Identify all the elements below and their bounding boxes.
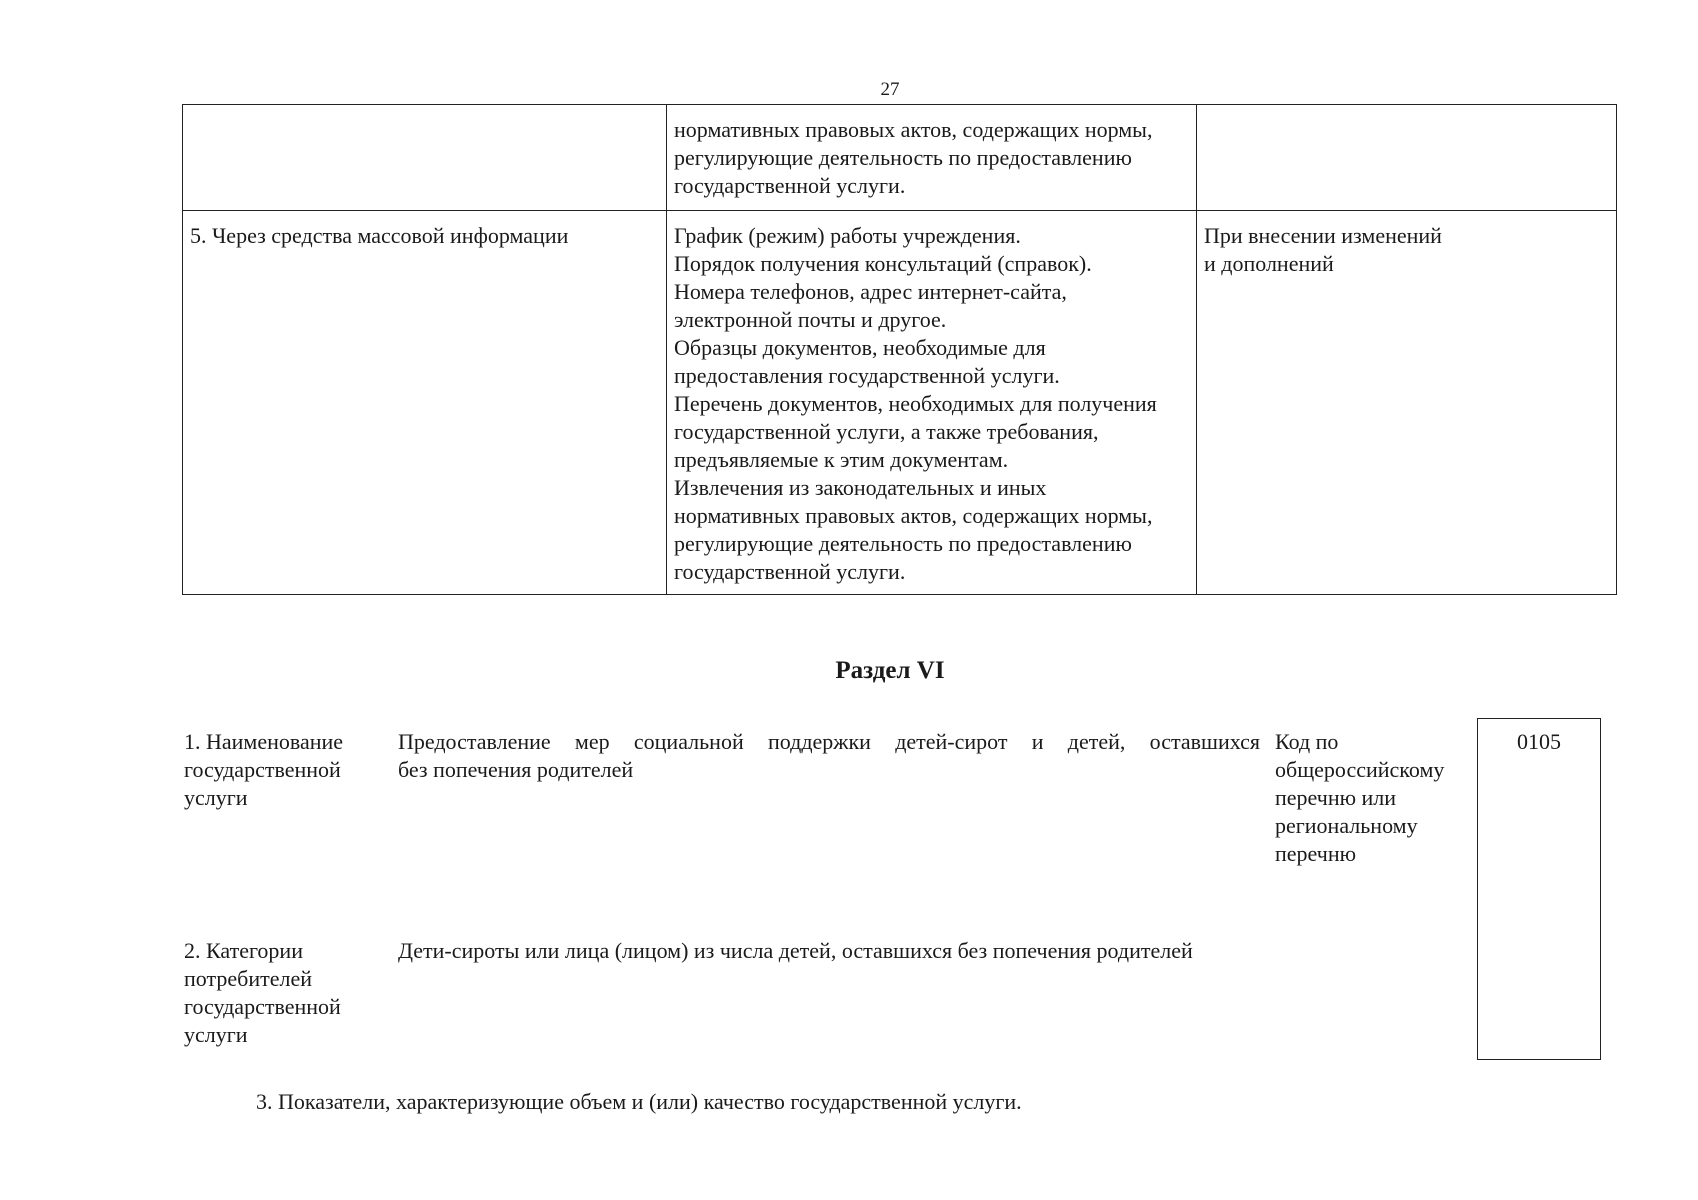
content-line: Образцы документов, необходимые для bbox=[674, 335, 1046, 360]
content-line: государственной услуги. bbox=[674, 173, 906, 198]
label-line: государственной bbox=[184, 757, 341, 782]
registry-code-value: 0105 bbox=[1517, 729, 1561, 754]
value-line: Предоставление мер социальной поддержки детей-сирот и детей, оставшихся bbox=[398, 729, 1260, 754]
service-name-label bbox=[184, 728, 374, 812]
label-line: перечню bbox=[1275, 841, 1357, 866]
registry-code-label bbox=[1275, 728, 1465, 868]
content-line: Порядок получения консультаций (справок). bbox=[674, 251, 1092, 276]
section-title: Раздел VI bbox=[835, 657, 945, 684]
label-line: 2. Категории bbox=[184, 938, 303, 963]
label-line: государственной bbox=[184, 994, 341, 1019]
content-line: График (режим) работы учреждения. bbox=[674, 223, 1021, 248]
label-line: 1. Наименование bbox=[184, 729, 344, 754]
table-row bbox=[183, 211, 1617, 595]
content-line: государственной услуги, а также требования, bbox=[674, 419, 1099, 444]
label-line: услуги bbox=[184, 1022, 248, 1047]
label-line: услуги bbox=[184, 785, 248, 810]
label-line: региональному bbox=[1275, 813, 1418, 838]
content-line: Извлечения из законодательных и иных bbox=[674, 475, 1047, 500]
page-number: 27 bbox=[880, 79, 900, 100]
frequency-line: При внесении изменений bbox=[1204, 223, 1442, 248]
content-line: Номера телефонов, адрес интернет-сайта, bbox=[674, 279, 1067, 304]
indicators-heading: 3. Показатели, характеризующие объем и (или) качество государственной услуги. bbox=[256, 1089, 1022, 1114]
frequency-line: и дополнений bbox=[1204, 251, 1334, 276]
table-row bbox=[183, 105, 1617, 211]
information-table bbox=[182, 104, 1617, 595]
content-line: предоставления государственной услуги. bbox=[674, 363, 1060, 388]
service-name-value bbox=[398, 728, 1260, 784]
table-cell-method bbox=[183, 105, 667, 211]
table-cell-content bbox=[667, 105, 1197, 211]
table-cell-content bbox=[667, 211, 1197, 595]
label-line: потребителей bbox=[184, 966, 312, 991]
consumer-categories-label bbox=[184, 937, 374, 1049]
content-line: регулирующие деятельность по предоставлению bbox=[674, 145, 1132, 170]
consumer-categories-value: Дети-сироты или лица (лицом) из числа детей, оставшихся без попечения родителей bbox=[398, 938, 1193, 963]
content-line: Перечень документов, необходимых для получения bbox=[674, 391, 1157, 416]
content-line: электронной почты и другое. bbox=[674, 307, 947, 332]
value-line: без попечения родителей bbox=[398, 757, 634, 782]
content-line: регулирующие деятельность по предоставлению bbox=[674, 531, 1132, 556]
content-line: нормативных правовых актов, содержащих нормы, bbox=[674, 503, 1153, 528]
label-line: Код по bbox=[1275, 729, 1339, 754]
content-line: предъявляемые к этим документам. bbox=[674, 447, 1009, 472]
label-line: общероссийскому bbox=[1275, 757, 1445, 782]
table-cell-frequency bbox=[1197, 211, 1617, 595]
registry-code-box bbox=[1477, 718, 1601, 1060]
table-cell-method: 5. Через средства массовой информации bbox=[183, 211, 667, 595]
content-line: нормативных правовых актов, содержащих нормы, bbox=[674, 117, 1153, 142]
label-line: перечню или bbox=[1275, 785, 1397, 810]
table-cell-frequency bbox=[1197, 105, 1617, 211]
content-line: государственной услуги. bbox=[674, 559, 906, 584]
